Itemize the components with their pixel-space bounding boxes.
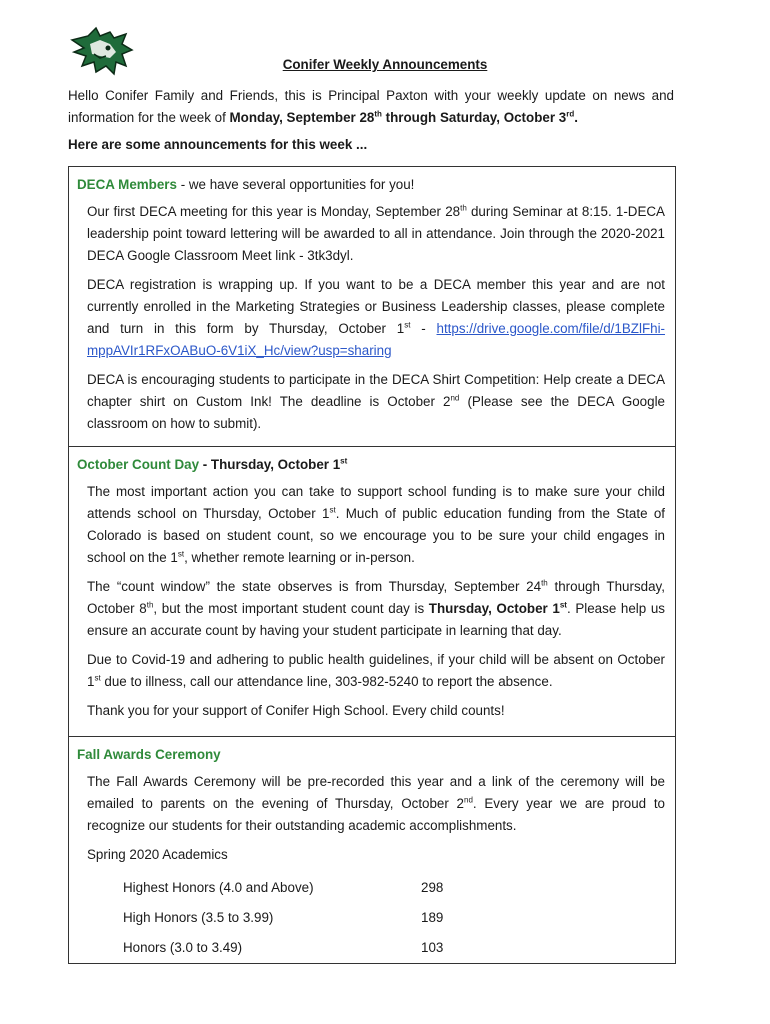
count-day-paragraph-2: The “count window” the state observes is from Thursday, September 24th through Thursday, October 8th, but the most important student count day is Thursday, October 1st. Please help us ensure an accurate count by having your student participate in learning that day.: [87, 578, 665, 638]
deca-shirt-paragraph: DECA is encouraging students to participate in the DECA Shirt Competition: Help create a DECA chapter shirt on Custom Ink! The deadline is October 2nd (Please see the DECA Google classroom on how to submit).: [87, 372, 665, 431]
deca-section: [69, 167, 675, 447]
honors-list: [77, 873, 665, 963]
awards-heading: Fall Awards Ceremony: [77, 747, 221, 762]
honors-row: High Honors (3.5 to 3.99) 189: [123, 910, 444, 925]
honors-row: Honors (3.0 to 3.49) 103: [123, 940, 444, 955]
announcements-lead: Here are some announcements for this week ...: [68, 137, 368, 152]
intro-paragraph: Hello Conifer Family and Friends, this is Principal Paxton with your weekly update on news and information for the week of Monday, September 28th through Saturday, October 3rd.: [68, 88, 674, 125]
honors-row: Highest Honors (4.0 and Above) 298: [123, 880, 444, 895]
announcements-box: [68, 166, 676, 964]
count-day-paragraph-3: Due to Covid-19 and adhering to public health guidelines, if your child will be absent on October 1st due to illness, call our attendance line, 303-982-5240 to report the absence.: [87, 652, 665, 689]
page-title: Conifer Weekly Announcements: [282, 57, 488, 72]
count-day-paragraph-1: The most important action you can take to support school funding is to make sure your child attends school on Thursday, October 1st. Much of public education funding from the State of Colorado is based on student count, so we encourage you to be sure your child engages in school on the 1st, whether remote learning or in-person.: [87, 484, 665, 565]
count-day-section: [69, 447, 675, 737]
deca-meeting-paragraph: Our first DECA meeting for this year is Monday, September 28th during Seminar at 8:15. 1-DECA leadership point toward lettering will be awarded to all in attendance. Join through the 2020-2021 DECA Google Classroom Meet link - 3tk3dyl.: [87, 203, 665, 263]
count-day-paragraph-4: Thank you for your support of Conifer High School. Every child counts!: [87, 703, 505, 718]
deca-heading: DECA Members - we have several opportunities for you!: [77, 177, 415, 192]
academics-subhead: Spring 2020 Academics: [87, 847, 228, 862]
deca-form-link[interactable]: https://drive.google.com/file/d/1BZlFhi-mppAVIr1RFxOABuO-6V1iX_Hc/view?usp=sharing: [87, 321, 665, 358]
awards-section: [69, 737, 675, 963]
deca-registration-paragraph: DECA registration is wrapping up. If you want to be a DECA member this year and are not currently enrolled in the Marketing Strategies or Business Leadership classes, please complete and turn in this form by Thursday, October 1st - https://drive.google.com/file/d/1BZlFhi-mppAVIr1RFxOABuO-6V1iX_Hc/view?usp=sharing: [87, 277, 665, 358]
awards-paragraph: The Fall Awards Ceremony will be pre-recorded this year and a link of the ceremony will be emailed to parents on the evening of Thursday, October 2nd. Every year we are proud to recognize our students for their outstanding academic accomplishments.: [87, 774, 665, 833]
count-day-heading: October Count Day - Thursday, October 1st: [77, 456, 348, 472]
